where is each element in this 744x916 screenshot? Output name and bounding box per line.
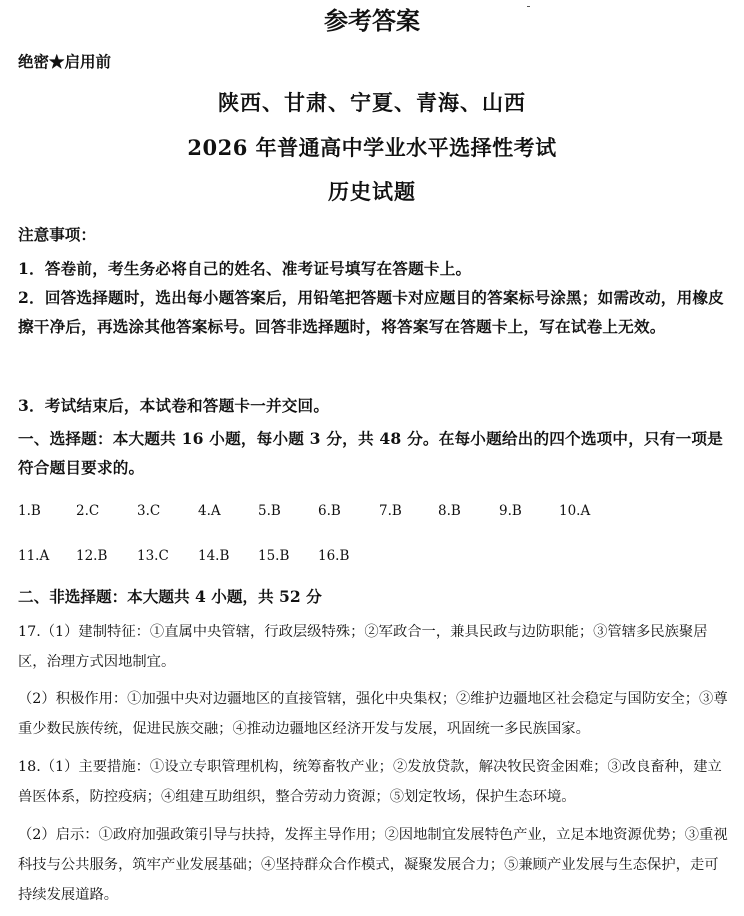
answer-14: 14.B (198, 548, 230, 564)
answer-2: 2.C (76, 503, 100, 519)
q17-part1: 17.（1）建制特征：①直属中央管辖，行政层级特殊；②军政合一，兼具民政与边防职能；③管辖多民族聚居区，治理方式因地制宜。 (18, 624, 708, 670)
q18-part1: 18.（1）主要措施：①设立专职管理机构，统筹畜牧产业；②发放贷款，解决牧民资金困难；③改良畜种，建立兽医体系，防控疫病；④组建互助组织，整合劳动力资源；⑤划定牧场，保护生态环境。 (18, 759, 722, 805)
note-item-3: 3．考试结束后，本试卷和答题卡一并交回。 (18, 396, 330, 415)
secret-label: 绝密★启用前 (18, 52, 112, 71)
q17-part2: （2）积极作用：①加强中央对边疆地区的直接管辖，强化中央集权；②维护边疆地区社会稳定与国防安全；③尊重少数民族传统，促进民族交融；④推动边疆地区经济开发与发展，巩固统一多民族国家。 (18, 691, 728, 737)
note-item-1: 1．答卷前，考生务必将自己的姓名、准考证号填写在答题卡上。 (18, 259, 472, 278)
answer-8: 8.B (438, 503, 461, 519)
answer-13: 13.C (137, 548, 169, 564)
subject-title: 历史试题 (328, 179, 416, 204)
note-item-2: 2．回答选择题时，选出每小题答案后，用铅笔把答题卡对应题目的答案标号涂黑；如需改动，用橡皮擦干净后，再选涂其他答案标号。回答非选择题时，将答案写在答题卡上，写在试卷上无效。 (18, 288, 724, 336)
answer-7: 7.B (379, 503, 402, 519)
notes-heading: 注意事项： (18, 225, 96, 244)
exam-title: 2026 年普通高中学业水平选择性考试 (187, 135, 557, 160)
answer-11: 11.A (18, 548, 50, 564)
answer-6: 6.B (318, 503, 341, 519)
regions-title: 陕西、甘肃、宁夏、青海、山西 (218, 90, 526, 115)
answer-5: 5.B (258, 503, 281, 519)
answer-9: 9.B (499, 503, 522, 519)
answer-12: 12.B (76, 548, 108, 564)
answer-10: 10.A (559, 503, 591, 519)
answer-3: 3.C (137, 503, 161, 519)
q18-part2: （2）启示：①政府加强政策引导与扶持，发挥主导作用；②因地制宜发展特色产业，立足本地资源优势；③重视科技与公共服务，筑牢产业发展基础；④坚持群众合作模式，凝聚发展合力；⑤兼顾产业发展与生态保护，走可持续发展道路。 (18, 827, 728, 903)
section2-heading: 二、非选择题：本大题共 4 小题，共 52 分 (18, 587, 322, 606)
answer-15: 15.B (258, 548, 290, 564)
answer-4: 4.A (198, 503, 221, 519)
answer-title: 参考答案 (324, 6, 420, 35)
section1-heading: 一、选择题：本大题共 16 小题，每小题 3 分，共 48 分。在每小题给出的四个选项中，只有一项是符合题目要求的。 (18, 429, 723, 477)
answer-1: 1.B (18, 503, 41, 519)
answer-16: 16.B (318, 548, 350, 564)
